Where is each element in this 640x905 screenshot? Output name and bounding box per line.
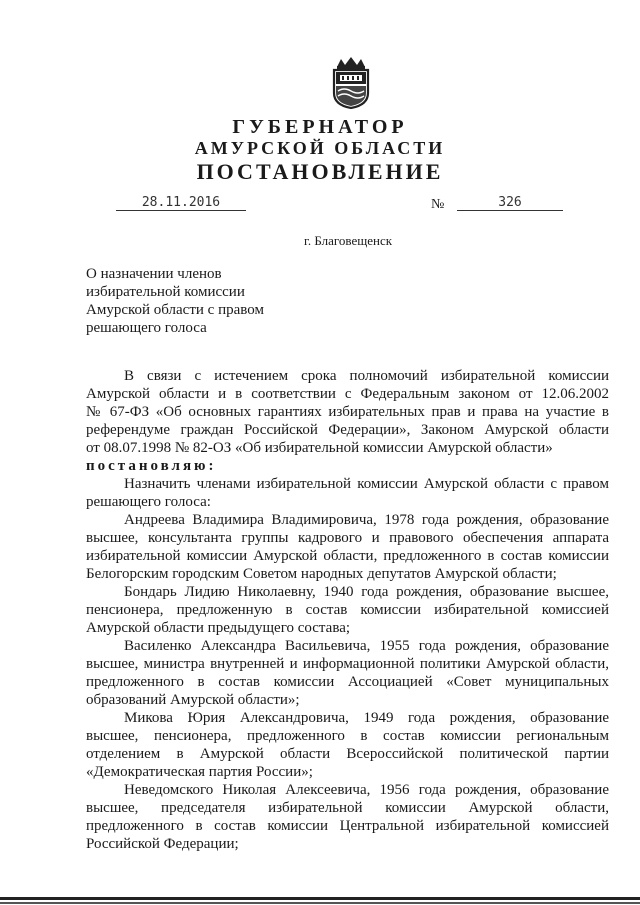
body-line: отделением в Амурской области Всероссийской политической партии bbox=[86, 746, 609, 762]
body-line: Андреева Владимира Владимировича, 1978 года рождения, образование bbox=[124, 512, 609, 528]
subject-line: Амурской области с правом bbox=[86, 302, 264, 318]
document-subject bbox=[86, 265, 316, 337]
body-line: референдуме граждан Российской Федерации», Законом Амурской области bbox=[86, 422, 609, 438]
document-number: 326 bbox=[457, 195, 563, 211]
body-line: пенсионера, предложенную в состав комиссии избирательной комиссией bbox=[86, 602, 609, 618]
body-line: высшее, пенсионера, предложенного в состав комиссии региональным bbox=[86, 728, 609, 744]
body-line: высшее, консультанта группы кадрового и правового обеспечения аппарата bbox=[86, 530, 609, 546]
body-line: Амурской области и в соответствии с Федеральным законом от 12.06.2002 bbox=[86, 386, 609, 402]
body-line: «Демократическая партия России»; bbox=[86, 764, 313, 780]
body-line: № 67-ФЗ «Об основных гарантиях избирательных прав и права на участие в bbox=[86, 404, 609, 420]
body-line: В связи с истечением срока полномочий избирательной комиссии bbox=[124, 368, 609, 384]
number-label: № bbox=[431, 197, 445, 212]
document-date: 28.11.2016 bbox=[116, 195, 246, 211]
subject-line: О назначении членов bbox=[86, 266, 222, 282]
document-body bbox=[86, 367, 609, 853]
body-line: предложенного в состав комиссии Центральной избирательной комиссией bbox=[86, 818, 609, 834]
title-governor: ГУБЕРНАТОР bbox=[232, 116, 408, 138]
body-line: высшее, председателя избирательной комиссии Амурской области, bbox=[86, 800, 609, 816]
body-line: Амурской области предыдущего состава; bbox=[86, 620, 351, 636]
body-line: образований Амурской области»; bbox=[86, 692, 300, 708]
document-city: г. Благовещенск bbox=[303, 233, 393, 248]
body-line: Микова Юрия Александровича, 1949 года рождения, образование bbox=[124, 710, 609, 726]
page-bottom-edge-shadow bbox=[0, 902, 640, 904]
body-line: избирательной комиссии Амурской области, предложенного в состав комиссии bbox=[86, 548, 609, 564]
body-line: Бондарь Лидию Николаевну, 1940 года рождения, образование высшее, bbox=[124, 584, 609, 600]
title-region: АМУРСКОЙ ОБЛАСТИ bbox=[194, 138, 446, 158]
subject-line: избирательной комиссии bbox=[86, 284, 245, 300]
page-bottom-edge bbox=[0, 897, 640, 900]
amur-region-coat-of-arms-icon bbox=[327, 55, 375, 109]
body-line: предложенного в состав комиссии Ассоциацией «Совет муниципальных bbox=[86, 674, 609, 690]
body-line: Российской Федерации; bbox=[86, 836, 239, 852]
body-line: Василенко Александра Васильевича, 1955 года рождения, образование bbox=[124, 638, 609, 654]
body-line: высшее, министра внутренней и информационной политики Амурской области, bbox=[86, 656, 609, 672]
body-line: Неведомского Николая Алексеевича, 1956 года рождения, образование bbox=[124, 782, 609, 798]
subject-line: решающего голоса bbox=[86, 320, 207, 336]
body-line: от 08.07.1998 № 82-ОЗ «Об избирательной комиссии Амурской области» bbox=[86, 440, 553, 456]
body-line: решающего голоса: bbox=[86, 494, 211, 510]
body-line: Белогорским городским Советом народных депутатов Амурской области; bbox=[86, 566, 557, 582]
decree-word: постановляю: bbox=[86, 458, 217, 474]
document-type: ПОСТАНОВЛЕНИЕ bbox=[196, 159, 444, 184]
body-line: Назначить членами избирательной комиссии Амурской области с правом bbox=[124, 476, 609, 492]
